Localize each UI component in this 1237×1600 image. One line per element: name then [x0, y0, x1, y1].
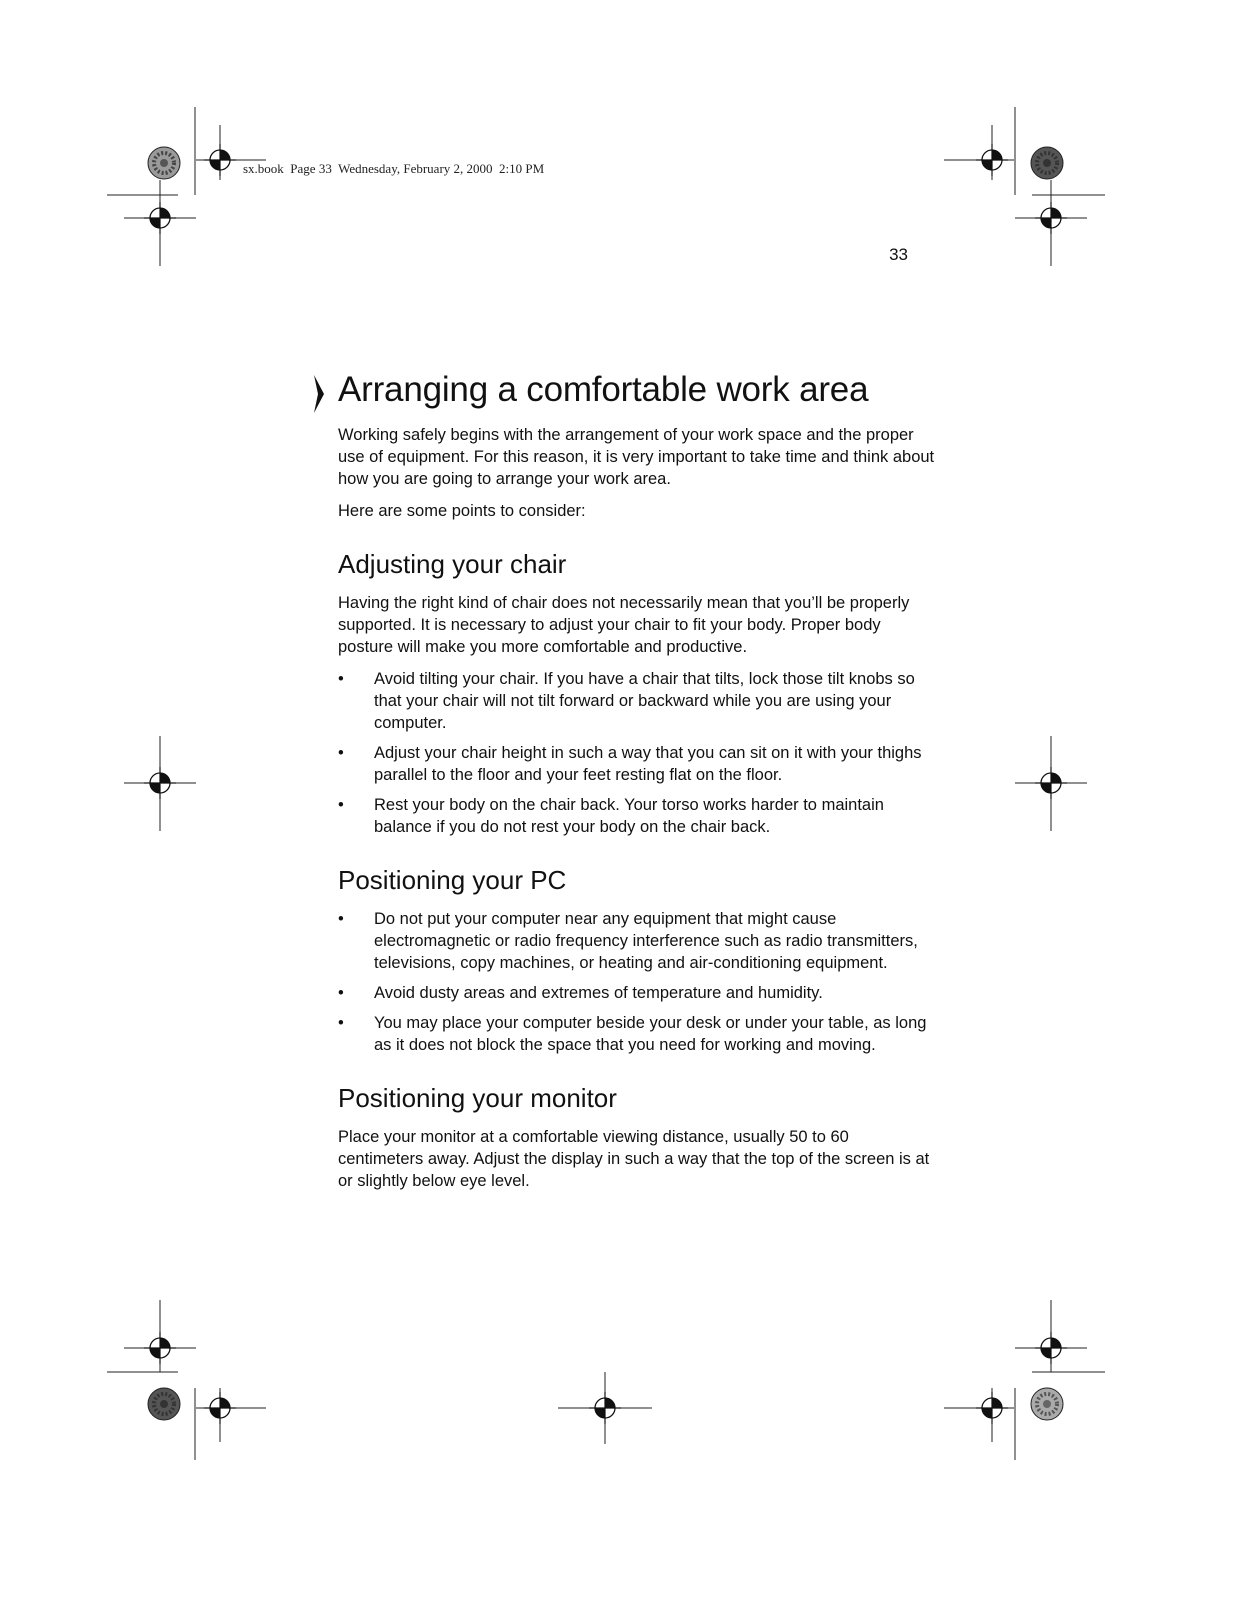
list-item — [338, 1012, 938, 1056]
section-heading-monitor: Positioning your monitor — [338, 1083, 617, 1113]
bullet-icon: • — [338, 1014, 344, 1032]
list-item — [338, 908, 938, 974]
bullet-icon: • — [338, 796, 344, 814]
list-item-text: Do not put your computer near any equipment that might cause electromagnetic or radio frequency interference such as radio transmitters, televisions, copy machines, or heating and air-conditioning equipment. — [374, 910, 918, 972]
section-arrow-icon — [312, 374, 326, 414]
section-heading-pc: Positioning your PC — [338, 865, 567, 895]
list-item — [338, 668, 938, 734]
list-item — [338, 794, 938, 838]
list-item-text: Avoid tilting your chair. If you have a chair that tilts, lock those tilt knobs so that your chair will not tilt forward or backward while you are using your computer. — [374, 670, 915, 732]
page-number: 33 — [889, 245, 908, 264]
intro-paragraph: Here are some points to consider: — [338, 502, 586, 520]
list-item-text: Rest your body on the chair back. Your torso works harder to maintain balance if you do not rest your body on the chair back. — [374, 796, 884, 836]
section-paragraph: Place your monitor at a comfortable viewing distance, usually 50 to 60 centimeters away. Adjust the display in such a way that the top of the screen is at or slightly below eye level. — [338, 1128, 930, 1190]
page-title: Arranging a comfortable work area — [338, 370, 869, 409]
list-item — [338, 742, 938, 786]
title-row — [338, 368, 938, 412]
page-content — [338, 368, 938, 1202]
bullet-icon: • — [338, 910, 344, 928]
bullet-list-chair — [338, 668, 938, 838]
list-item-text: Avoid dusty areas and extremes of temperature and humidity. — [374, 984, 823, 1002]
print-slug-header: sx.book Page 33 Wednesday, February 2, 2000 2:10 PM — [243, 161, 545, 176]
bullet-icon: • — [338, 670, 344, 688]
list-item-text: Adjust your chair height in such a way that you can sit on it with your thighs parallel to the floor and your feet resting flat on the floor. — [374, 744, 922, 784]
bullet-icon: • — [338, 984, 344, 1002]
bullet-icon: • — [338, 744, 344, 762]
list-item-text: You may place your computer beside your desk or under your table, as long as it does not block the space that you need for working and moving. — [374, 1014, 927, 1054]
section-paragraph: Having the right kind of chair does not necessarily mean that you’ll be properly supported. It is necessary to adjust your chair to fit your body. Proper body posture will make you more comfortable and productive. — [338, 594, 910, 656]
list-item — [338, 982, 938, 1004]
section-heading-chair: Adjusting your chair — [338, 549, 567, 579]
intro-paragraph: Working safely begins with the arrangement of your work space and the proper use of equipment. For this reason, it is very important to take time and think about how you are going to arrange your work area. — [338, 426, 935, 488]
bullet-list-pc — [338, 908, 938, 1056]
